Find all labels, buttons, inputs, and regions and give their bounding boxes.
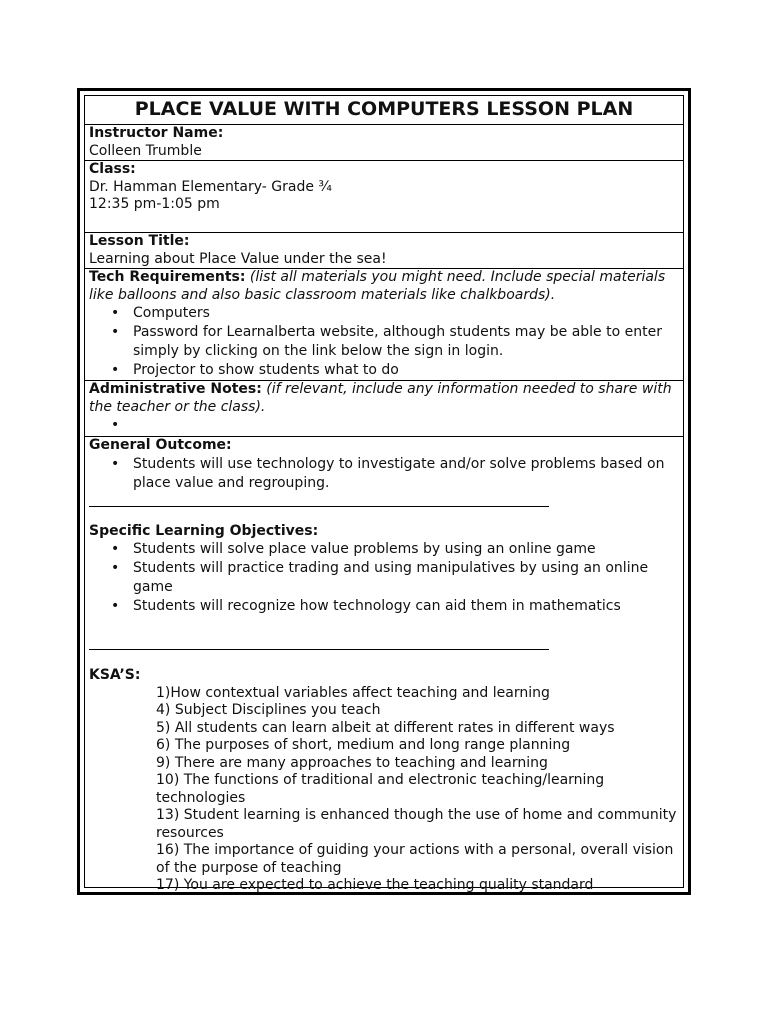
ksa-label: KSA’S: (89, 667, 141, 683)
list-item: • Students will recognize how technology can aid them in mathematics (133, 597, 679, 616)
class-school: Dr. Hamman Elementary- Grade ¾ (89, 178, 332, 195)
ksa-item: 10) The functions of traditional and electronic teaching/learning technologies (156, 772, 605, 806)
lesson-plan-table (77, 88, 691, 895)
tech-requirements-label: Tech Requirements: (89, 269, 246, 285)
ksa-item: 17) You are expected to achieve the teaching quality standard (156, 877, 594, 893)
divider-line (89, 506, 549, 507)
tech-requirements-note: (list all materials you might need. Include special materials like balloons and also basic classroom materials like chalkboards). (89, 269, 666, 303)
class-label: Class: (89, 161, 136, 177)
ksa-item: 1)How contextual variables affect teaching and learning (156, 684, 550, 701)
tech-requirements-section (85, 268, 683, 380)
instructor-name: Colleen Trumble (89, 142, 202, 159)
administrative-notes-section (85, 380, 683, 436)
specific-objectives-label: Specific Learning Objectives: (89, 522, 319, 539)
general-outcome-list (89, 455, 679, 493)
ksa-item: 13) Student learning is enhanced though the use of home and community resources (156, 807, 677, 841)
lesson-title-section (85, 232, 683, 268)
divider-line (89, 649, 549, 650)
instructor-label: Instructor Name: (89, 125, 224, 141)
list-item: • Students will practice trading and using manipulatives by using an online game (133, 559, 679, 597)
administrative-notes-note: (if relevant, include any information needed to share with the teacher or the class). (89, 381, 672, 415)
ksa-item: 6) The purposes of short, medium and long range planning (156, 737, 571, 753)
lesson-title-value: Learning about Place Value under the sea! (89, 250, 387, 267)
list-item: • Students will solve place value problems by using an online game (133, 540, 679, 559)
ksa-item: 16) The importance of guiding your actions with a personal, overall vision of the purpose of teaching (156, 842, 674, 876)
list-item: • Projector to show students what to do (133, 361, 679, 380)
tech-requirements-list (89, 304, 679, 380)
list-item: • Computers (133, 304, 679, 323)
administrative-notes-label: Administrative Notes: (89, 381, 262, 397)
page-title: PLACE VALUE WITH COMPUTERS LESSON PLAN (134, 98, 634, 120)
ksa-item: 9) There are many approaches to teaching and learning (156, 754, 548, 771)
ksa-item: 4) Subject Disciplines you teach (156, 702, 381, 718)
specific-objectives-list (89, 540, 679, 616)
instructor-section (85, 124, 683, 160)
outcomes-section (85, 436, 683, 893)
lesson-plan-inner-border (84, 95, 684, 893)
lesson-title-label: Lesson Title: (89, 233, 190, 249)
ksa-list (89, 685, 679, 895)
class-section (85, 160, 683, 232)
general-outcome-label: General Outcome: (89, 437, 232, 453)
administrative-notes-list (89, 416, 679, 435)
list-item: • Password for Learnalberta website, although students may be able to enter simply by clicking on the link below the sign in login. (133, 323, 679, 361)
class-time: 12:35 pm-1:05 pm (89, 196, 220, 212)
ksa-item: 5) All students can learn albeit at different rates in different ways (156, 719, 615, 736)
empty-list-item (133, 416, 679, 435)
list-item: • Students will use technology to investigate and/or solve problems based on place value and regrouping. (133, 455, 679, 493)
